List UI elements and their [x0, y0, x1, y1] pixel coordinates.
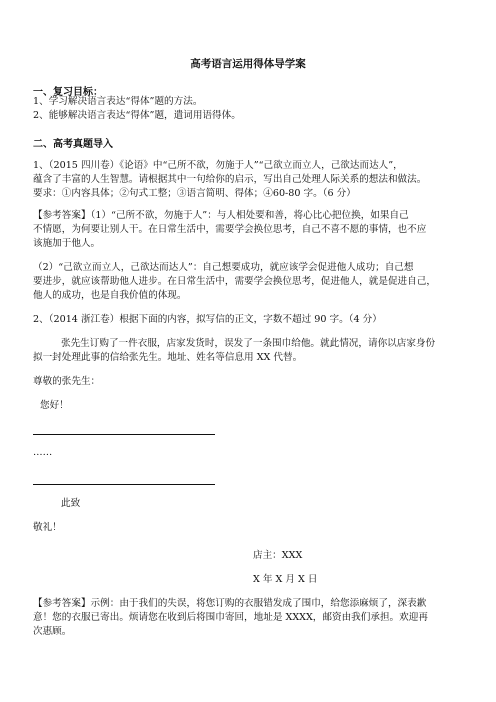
question-1-line: 要求：①内容具体；②句式工整；③语言简明、得体；④60-80 字。（6 分） — [33, 188, 356, 199]
section-heading-exam: 二、高考真题导入 — [33, 139, 113, 150]
document-title: 高考语言运用得体导学案 — [190, 58, 306, 70]
question-2-body-line: 拟一封处理此事的信给张先生。地址、姓名等信息用 XX 代替。 — [33, 352, 303, 363]
letter-closing-2: 敬礼！ — [33, 522, 62, 533]
answer-3-line: 【参考答案】示例：由于我们的失误，将您订购的衣服错发成了围巾，给您添麻烦了，深表歉 — [33, 598, 427, 609]
letter-date: X 年 X 月 X 日 — [253, 574, 318, 585]
letter-ellipsis: …… — [33, 447, 53, 458]
letter-signature: 店主：XXX — [253, 550, 303, 561]
goal-item: 1、学习解决语言表达“得体”题的方法。 — [33, 96, 203, 107]
question-1-line: 蕴含了丰富的人生智慧。请根据其中一句给你的启示，写出自己处理人际关系的想法和做法。 — [33, 174, 427, 185]
question-2: 2、（2014 浙江卷）根据下面的内容，拟写信的正文，字数不超过 90 字。（4 分） — [33, 314, 382, 325]
letter-salutation: 尊敬的张先生： — [33, 376, 101, 387]
answer-blank-line — [33, 434, 215, 435]
answer-1-line: 该施加于他人。 — [33, 238, 101, 249]
answer-2-line: 要进步，就应该帮助他人进步。在日常生活中，需要学会换位思考，促进他人，就是促进自己， — [33, 276, 436, 287]
question-2-body-line: 张先生订购了一件衣服，店家发货时，误发了一条围巾给他。就此情况，请你以店家身份 — [61, 338, 436, 349]
answer-blank-line — [33, 484, 215, 485]
answer-1-line: 【参考答案】（1）“己所不欲，勿施于人”：与人相处要和善，将心比心把位换，如果自己 — [33, 210, 409, 221]
answer-2-line: （2）“己欲立而立人，己欲达而达人”：自己想要成功，就应该学会促进他人成功；自己想 — [33, 262, 414, 273]
letter-closing-1: 此致 — [61, 498, 81, 509]
section-heading-goals: 一、复习目标： — [33, 87, 103, 98]
answer-3-line: 意！您的衣服已寄出。烦请您在收到后将围巾寄回，地址是 XXXX，邮资由我们承担。欢迎再 — [33, 612, 428, 623]
answer-1-line: 不情愿，为何要让别人干。在日常生活中，需要学会换位思考，自己不喜不愿的事情，也不应 — [33, 224, 427, 235]
goal-item: 2、能够解决语言表达“得体”题，遣词用语得体。 — [33, 110, 241, 121]
question-1-line: 1、（2015 四川卷）《论语》中“己所不欲，勿施于人”“己欲立而立人，己欲达而达人”， — [33, 160, 403, 171]
answer-2-line: 他人的成功，也是自我价值的体现。 — [33, 290, 187, 301]
letter-greeting: 您好！ — [40, 400, 69, 411]
answer-3-line: 次惠顾。 — [33, 626, 72, 637]
